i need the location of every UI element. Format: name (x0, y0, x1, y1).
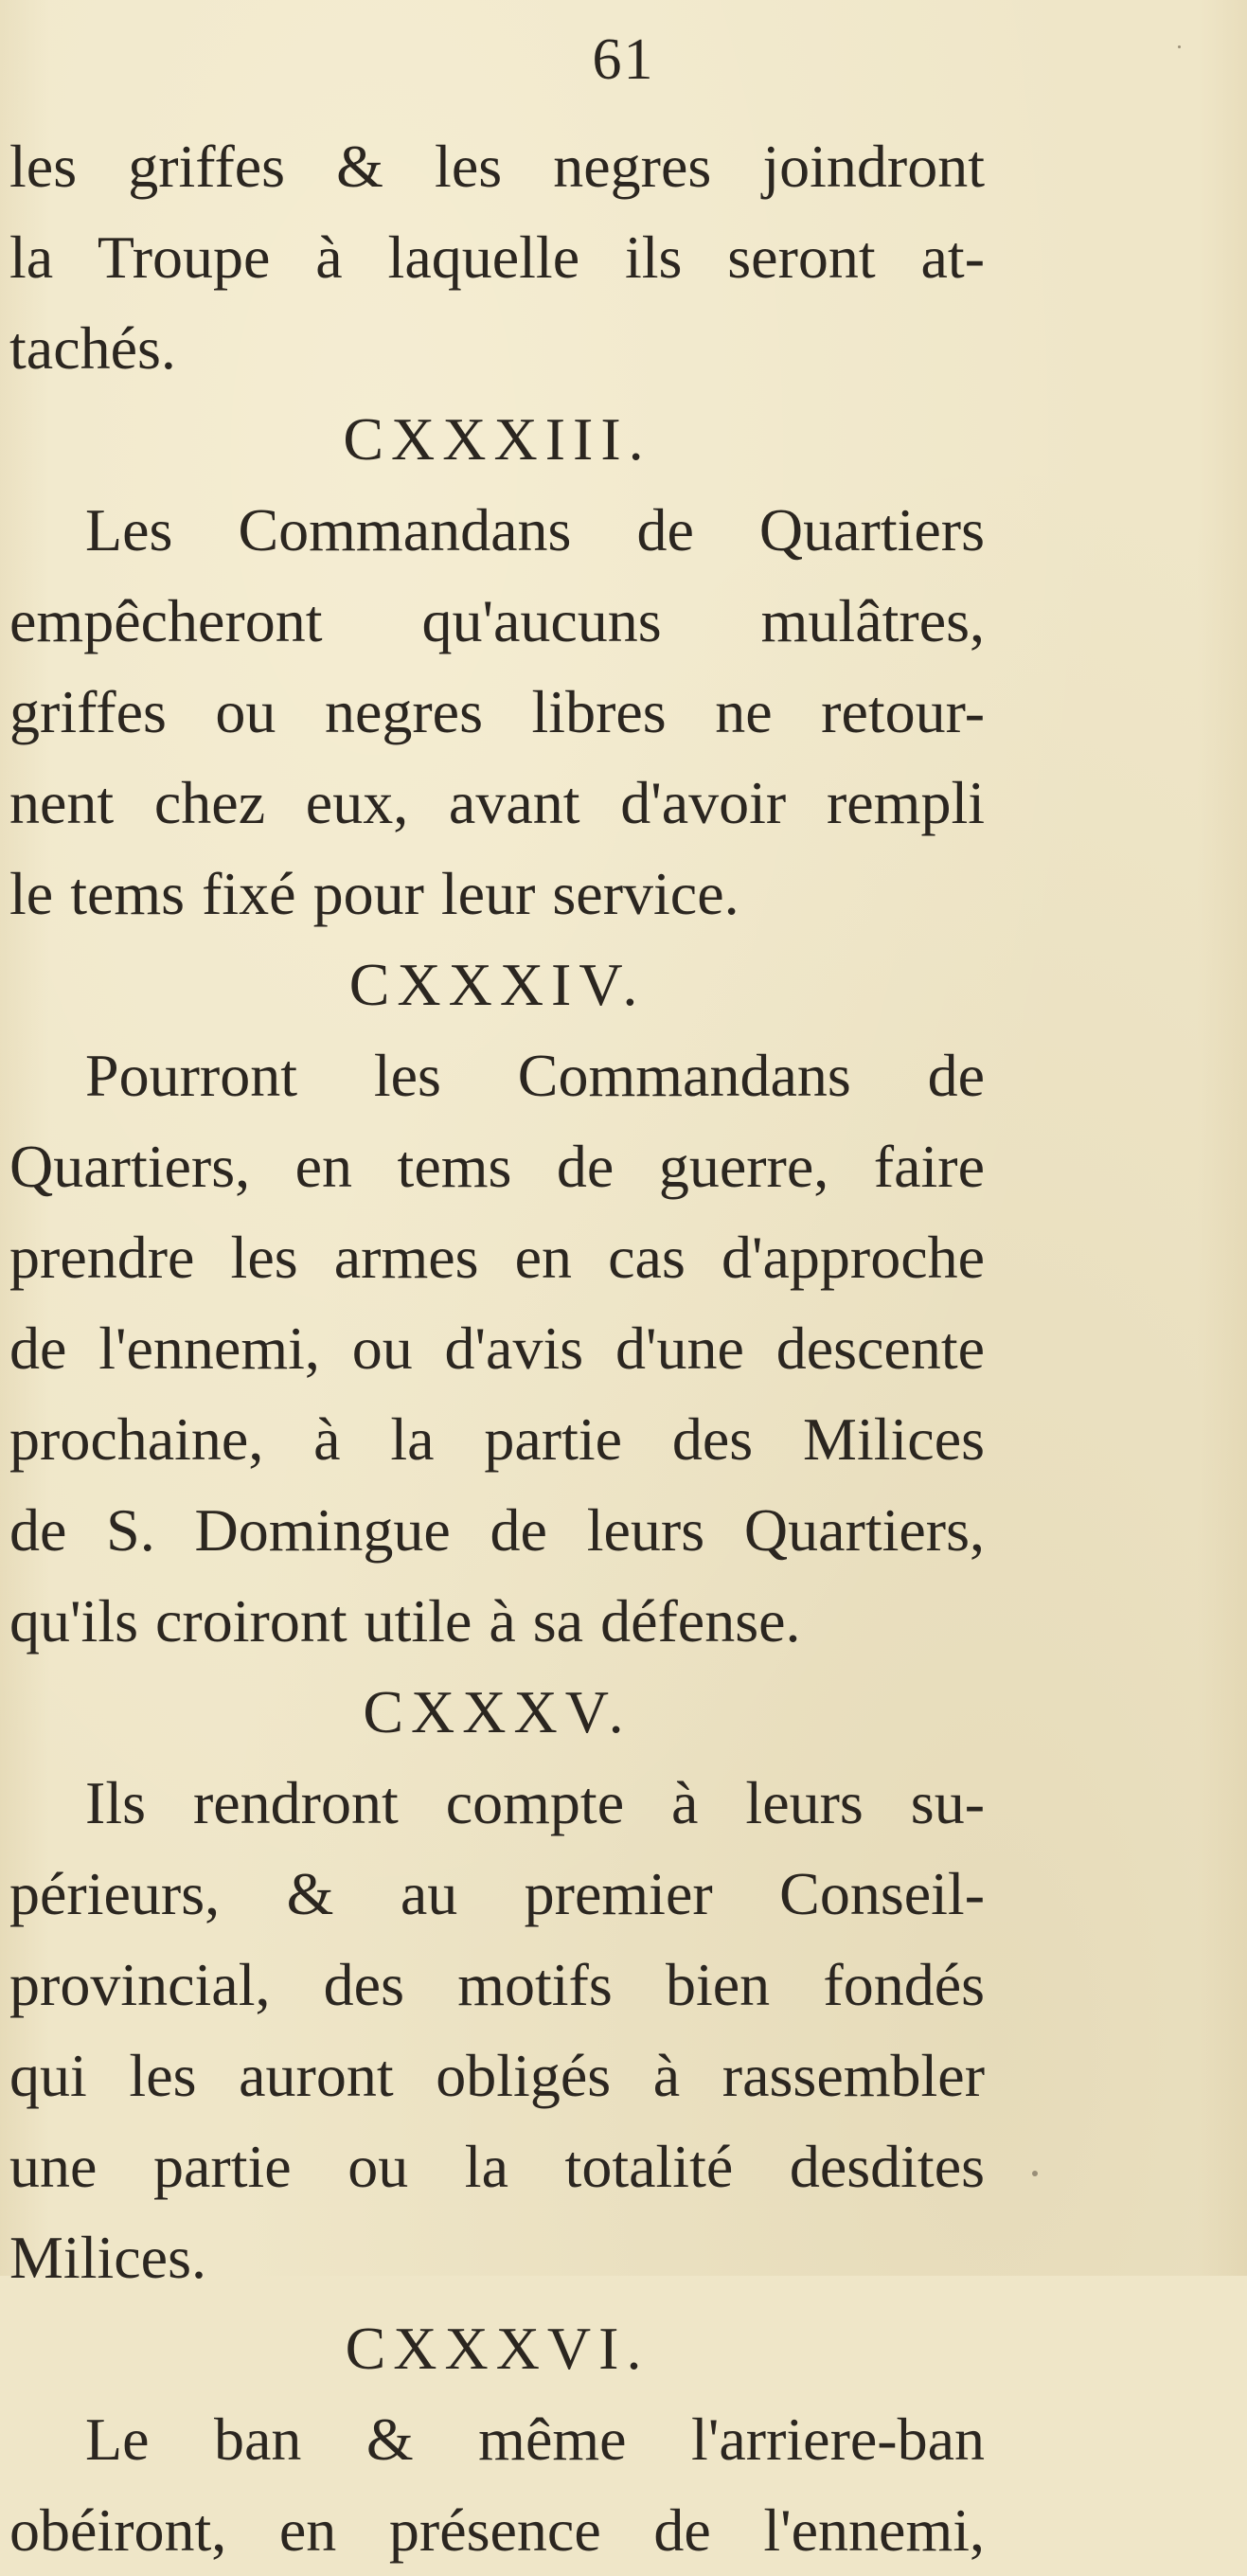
text-line: Milices. (9, 2224, 206, 2291)
text-line: de S. Domingue de leurs Quartiers, (9, 1496, 985, 1564)
text-line: de l'ennemi, ou d'avis d'une descente (9, 1315, 985, 1382)
paper-speck (1178, 45, 1181, 48)
text-line: empêcheront qu'aucuns mulâtres, (9, 587, 985, 654)
article-heading-cxxxv: CXXXV. (363, 1678, 632, 1745)
article-heading-cxxxvi: CXXXVI. (345, 2315, 650, 2382)
page-number: 61 (592, 27, 655, 92)
text-line: qui les auront obligés à rassembler (9, 2042, 985, 2109)
text-line: la Troupe à laquelle ils seront at- (9, 224, 985, 291)
text-line: Le ban & même l'arriere-ban (85, 2406, 985, 2473)
text-line: périeurs, & au premier Conseil- (9, 1860, 985, 1927)
article-heading-cxxxiv: CXXXIV. (348, 951, 646, 1018)
text-line: griffes ou negres libres ne retour- (9, 678, 985, 745)
text-line: les griffes & les negres joindront (9, 133, 985, 200)
text-line: provincial, des motifs bien fondés (9, 1951, 985, 2018)
text-line: Pourront les Commandans de (85, 1042, 985, 1109)
text-line: prendre les armes en cas d'approche (9, 1224, 985, 1291)
text-line: le tems fixé pour leur service. (9, 860, 739, 927)
text-line: prochaine, à la partie des Milices (9, 1405, 985, 1473)
text-line: nent chez eux, avant d'avoir rempli (9, 769, 985, 836)
text-line: une partie ou la totalité desdites (9, 2133, 985, 2200)
text-line: Les Commandans de Quartiers (85, 496, 985, 564)
text-line: tachés. (9, 314, 176, 382)
text-line: Quartiers, en tems de guerre, faire (9, 1133, 985, 1200)
article-heading-cxxxiii: CXXXIII. (343, 405, 651, 473)
text-line: obéiront, en présence de l'ennemi, (9, 2496, 985, 2564)
text-line: qu'ils croiront utile à sa défense. (9, 1587, 801, 1655)
page-body-text (9, 121, 985, 2576)
paper-speck (1032, 2171, 1038, 2176)
text-line: Ils rendront compte à leurs su- (85, 1769, 985, 1836)
